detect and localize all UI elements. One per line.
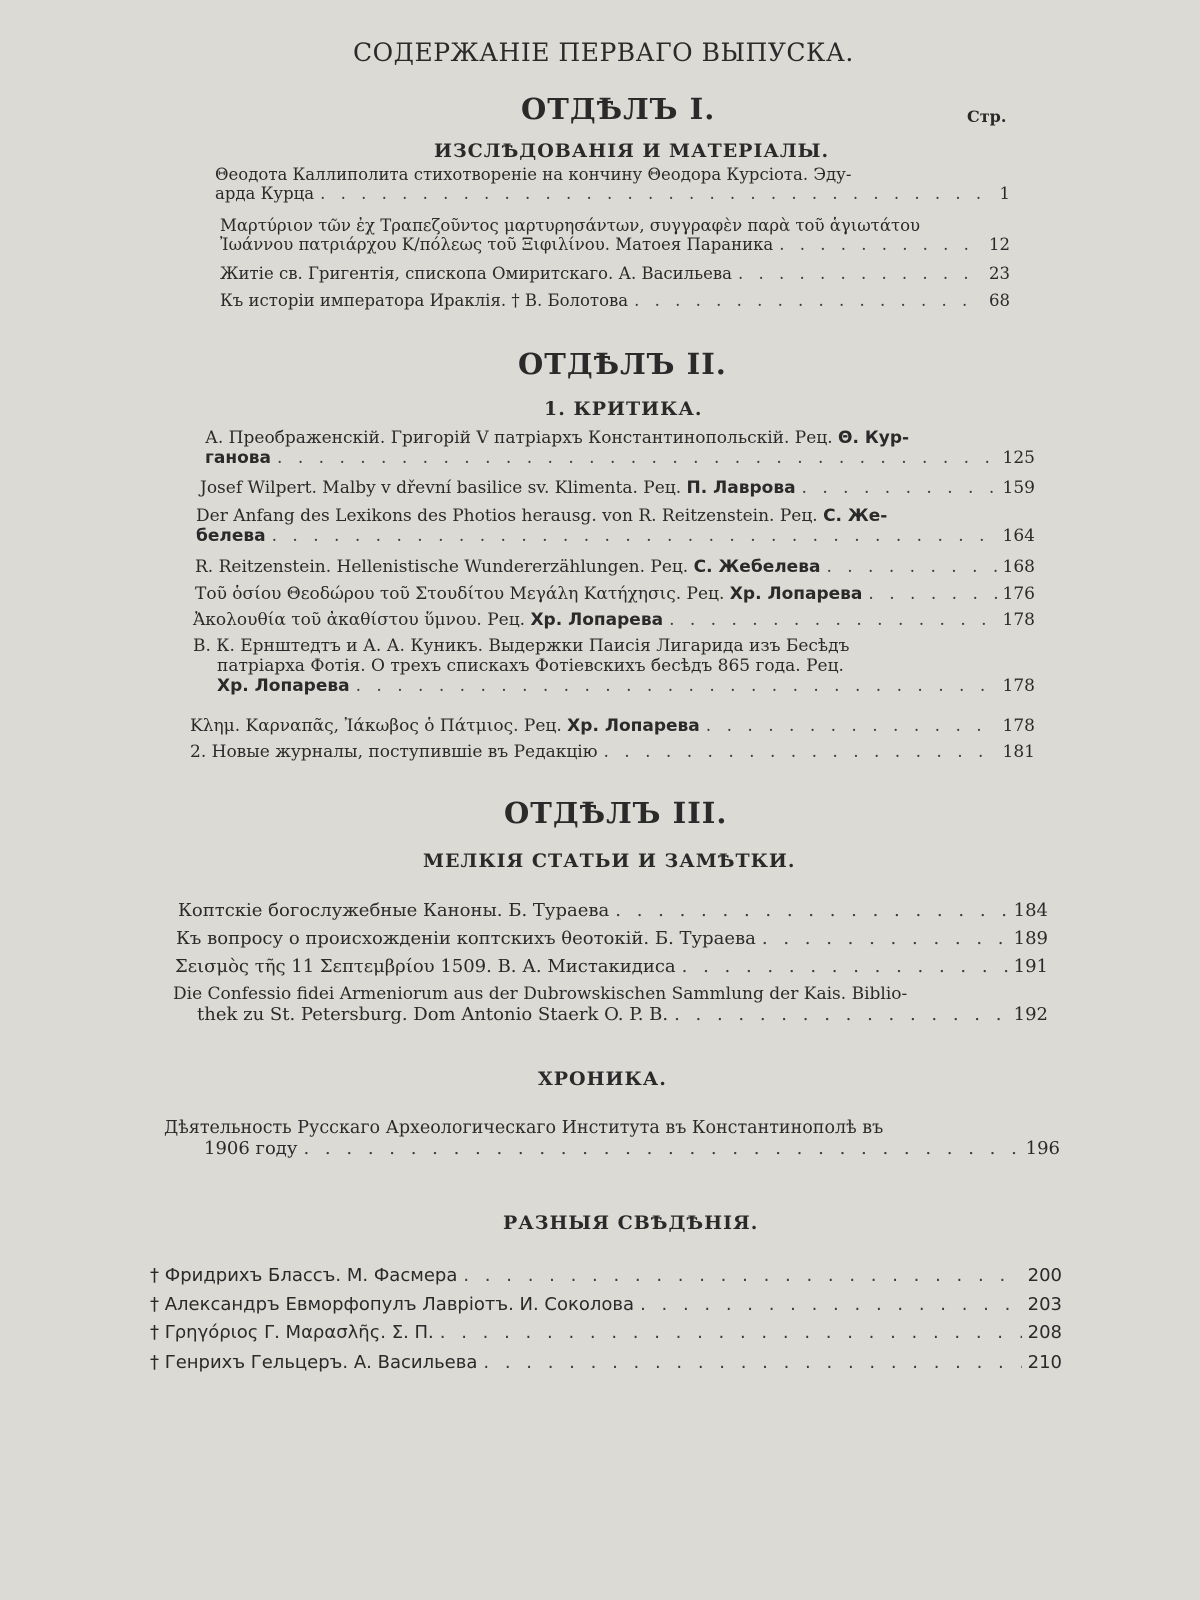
toc-entry[interactable]: [176, 928, 1048, 949]
toc-entry[interactable]: [150, 1322, 1062, 1343]
entry-text: Ἰωάννου πατριάρχου Κ/πόλεως τοῦ Ξιφιλίνου. Матоея Параника: [220, 235, 774, 254]
entry-author: ганова: [205, 448, 272, 468]
entry-text: Житіе св. Григентія, спископа Омиритскаго. А. Васильева: [220, 264, 733, 283]
dot-leader: [738, 264, 983, 283]
dot-leader: [615, 900, 1007, 921]
entry-author: Хр. Лопарева: [530, 610, 664, 630]
page-number: 184: [1013, 900, 1048, 921]
entry-author: П. Лаврова: [686, 478, 796, 498]
toc-entry[interactable]: [220, 264, 1010, 283]
page-number: 168: [1002, 557, 1035, 577]
section2-subheading: 1. КРИТИКА.: [544, 398, 703, 420]
toc-entry[interactable]: [195, 584, 1035, 604]
dot-leader: [440, 1322, 1022, 1343]
dot-leader: [272, 526, 997, 546]
entry-text: В. К. Ернштедтъ и А. А. Куникъ. Выдержки Паисія Лигарида изъ Бесѣдъ: [193, 636, 850, 656]
toc-entry[interactable]: [190, 716, 1035, 736]
dot-leader: [802, 478, 997, 498]
dot-leader: [779, 235, 983, 254]
page-number: 125: [1002, 448, 1035, 468]
dot-leader: [463, 1265, 1021, 1286]
toc-entry[interactable]: [164, 1118, 1060, 1159]
entry-text: Τοῦ ὁσίου Θεοδώρου τοῦ Στουδίτου Μεγάλη Κατήχησις. Рец.: [195, 584, 725, 604]
section3-subheading: МЕЛКІЯ СТАТЬИ И ЗАМѢТКИ.: [423, 850, 796, 872]
dot-leader: [682, 956, 1008, 977]
page-number: 12: [989, 235, 1010, 254]
toc-entry[interactable]: [150, 1294, 1062, 1315]
entry-text: 2. Новые журналы, поступившіе въ Редакцію: [190, 742, 598, 762]
entry-author: Хр. Лопарева: [217, 676, 350, 696]
entry-text: арда Курца: [215, 184, 315, 203]
page-number: 181: [1002, 742, 1035, 762]
page-number: 189: [1013, 928, 1048, 949]
entry-text: Θеодота Каллиполита стихотвореніе на кончину Θеодора Курсіота. Эду-: [215, 165, 852, 184]
toc-entry[interactable]: [200, 478, 1035, 498]
toc-entry[interactable]: [178, 900, 1048, 921]
toc-entry[interactable]: [193, 636, 1035, 696]
page-number: 68: [989, 291, 1010, 310]
dot-leader: [320, 184, 993, 203]
page-number: 23: [989, 264, 1010, 283]
entry-text: Κλημ. Καρναπᾶς, Ἰάκωβος ὁ Πάτμιος. Рец.: [190, 716, 562, 736]
entry-text: Die Confessio fidei Armeniorum aus der Dubrowskischen Sammlung der Kais. Biblio-: [173, 984, 908, 1004]
dot-leader: [277, 448, 997, 468]
entry-text: Дѣятельность Русскаго Археологическаго Института въ Константинополѣ въ: [164, 1118, 884, 1138]
page-number: 178: [1002, 610, 1035, 630]
chronicle-heading: ХРОНИКА.: [538, 1068, 667, 1090]
toc-entry[interactable]: [193, 610, 1035, 630]
toc-entry[interactable]: [150, 1265, 1062, 1286]
toc-entry[interactable]: [220, 291, 1010, 310]
misc-heading: РАЗНЫЯ СВѢДѢНІЯ.: [503, 1212, 759, 1234]
page-number: 210: [1027, 1352, 1062, 1373]
page-number: 203: [1027, 1294, 1062, 1315]
entry-text: 1906 году: [204, 1138, 298, 1159]
entry-author: С. Же-: [823, 506, 888, 526]
page-column-label: Стр.: [967, 107, 1007, 126]
toc-entry[interactable]: [195, 557, 1035, 577]
toc-entry[interactable]: [173, 984, 1048, 1025]
section1-subheading: ИЗСЛѢДОВАНІЯ И МАТЕРІАЛЫ.: [434, 140, 830, 162]
entry-text: R. Reitzenstein. Hellenistische Wundererzählungen. Рец.: [195, 557, 689, 577]
entry-author: Хр. Лопарева: [729, 584, 863, 604]
entry-author: белева: [196, 526, 266, 546]
entry-text: Μαρτύριον τῶν ἐχ Τραπεζοῦντος μαρτυρησάντων, συγγραφὲν παρὰ τοῦ ἁγιωτάτου: [220, 216, 921, 235]
entry-text: thek zu St. Petersburg. Dom Antonio Staerk O. P. B.: [197, 1004, 669, 1025]
entry-author: Хр. Лопарева: [567, 716, 700, 736]
toc-entry[interactable]: [205, 428, 1035, 468]
entry-text: † Генрихъ Гельцеръ. А. Васильева: [150, 1352, 478, 1373]
page-number: 191: [1013, 956, 1048, 977]
entry-text: А. Преображенскій. Григорій V патріархъ Константинопольскій. Рец.: [205, 428, 833, 448]
entry-text: † Фридрихъ Блассъ. М. Фасмера: [150, 1265, 458, 1286]
dot-leader: [634, 291, 983, 310]
dot-leader: [669, 610, 996, 630]
page-number: 1: [999, 184, 1010, 203]
dot-leader: [762, 928, 1008, 949]
dot-leader: [303, 1138, 1019, 1159]
page-title: СОДЕРЖАНІЕ ПЕРВАГО ВЫПУСКА.: [353, 38, 854, 67]
dot-leader: [706, 716, 997, 736]
page-number: 164: [1002, 526, 1035, 546]
dot-leader: [868, 584, 996, 604]
dot-leader: [483, 1352, 1021, 1373]
entry-author: С. Жебелева: [693, 557, 821, 577]
dot-leader: [826, 557, 996, 577]
dot-leader: [356, 676, 997, 696]
dot-leader: [604, 742, 997, 762]
toc-entry[interactable]: [190, 742, 1035, 762]
entry-text: † Γρηγόριος Γ. Μαρασλῆς. Σ. Π.: [150, 1322, 434, 1343]
page-number: 192: [1013, 1004, 1048, 1025]
entry-text: Σεισμὸς τῆς 11 Σεπτεμβρίου 1509. В. А. Мистакидиса: [175, 956, 676, 977]
section2-heading: ОТДѢЛЪ II.: [518, 347, 727, 381]
toc-entry[interactable]: [175, 956, 1048, 977]
page-number: 176: [1002, 584, 1035, 604]
entry-text: † Александръ Евморфопулъ Лавріотъ. И. Соколова: [150, 1294, 635, 1315]
toc-entry[interactable]: [215, 165, 1010, 203]
entry-author: Θ. Кур-: [838, 428, 910, 448]
page-number: 200: [1027, 1265, 1062, 1286]
dot-leader: [640, 1294, 1022, 1315]
section1-heading: ОТДѢЛЪ I.: [521, 92, 716, 126]
toc-entry[interactable]: [150, 1352, 1062, 1373]
entry-text: Коптскіе богослужебные Каноны. Б. Тураева: [178, 900, 610, 921]
section3-heading: ОТДѢЛЪ III.: [504, 796, 728, 830]
page-number: 178: [1002, 716, 1035, 736]
entry-text: Josef Wilpert. Malby v dřevní basilice sv. Klimenta. Рец.: [200, 478, 682, 498]
dot-leader: [674, 1004, 1008, 1025]
toc-entry[interactable]: [220, 216, 1010, 254]
entry-text: патріарха Фотія. О трехъ спискахъ Фотіевскихъ бесѣдъ 865 года. Рец.: [217, 656, 844, 676]
page-number: 208: [1027, 1322, 1062, 1343]
entry-text: Ἀκολουθία τοῦ ἀκαθίστου ὕμνου. Рец.: [193, 610, 526, 630]
entry-text: Der Anfang des Lexikons des Photios herausg. von R. Reitzenstein. Рец.: [196, 506, 818, 526]
page-number: 159: [1002, 478, 1035, 498]
toc-entry[interactable]: [196, 506, 1035, 546]
page-number: 196: [1025, 1138, 1060, 1159]
entry-text: Къ исторіи императора Ираклія. † В. Болотова: [220, 291, 629, 310]
entry-text: Къ вопросу о происхожденіи коптскихъ θеотокій. Б. Тураева: [176, 928, 756, 949]
page-number: 178: [1002, 676, 1035, 696]
